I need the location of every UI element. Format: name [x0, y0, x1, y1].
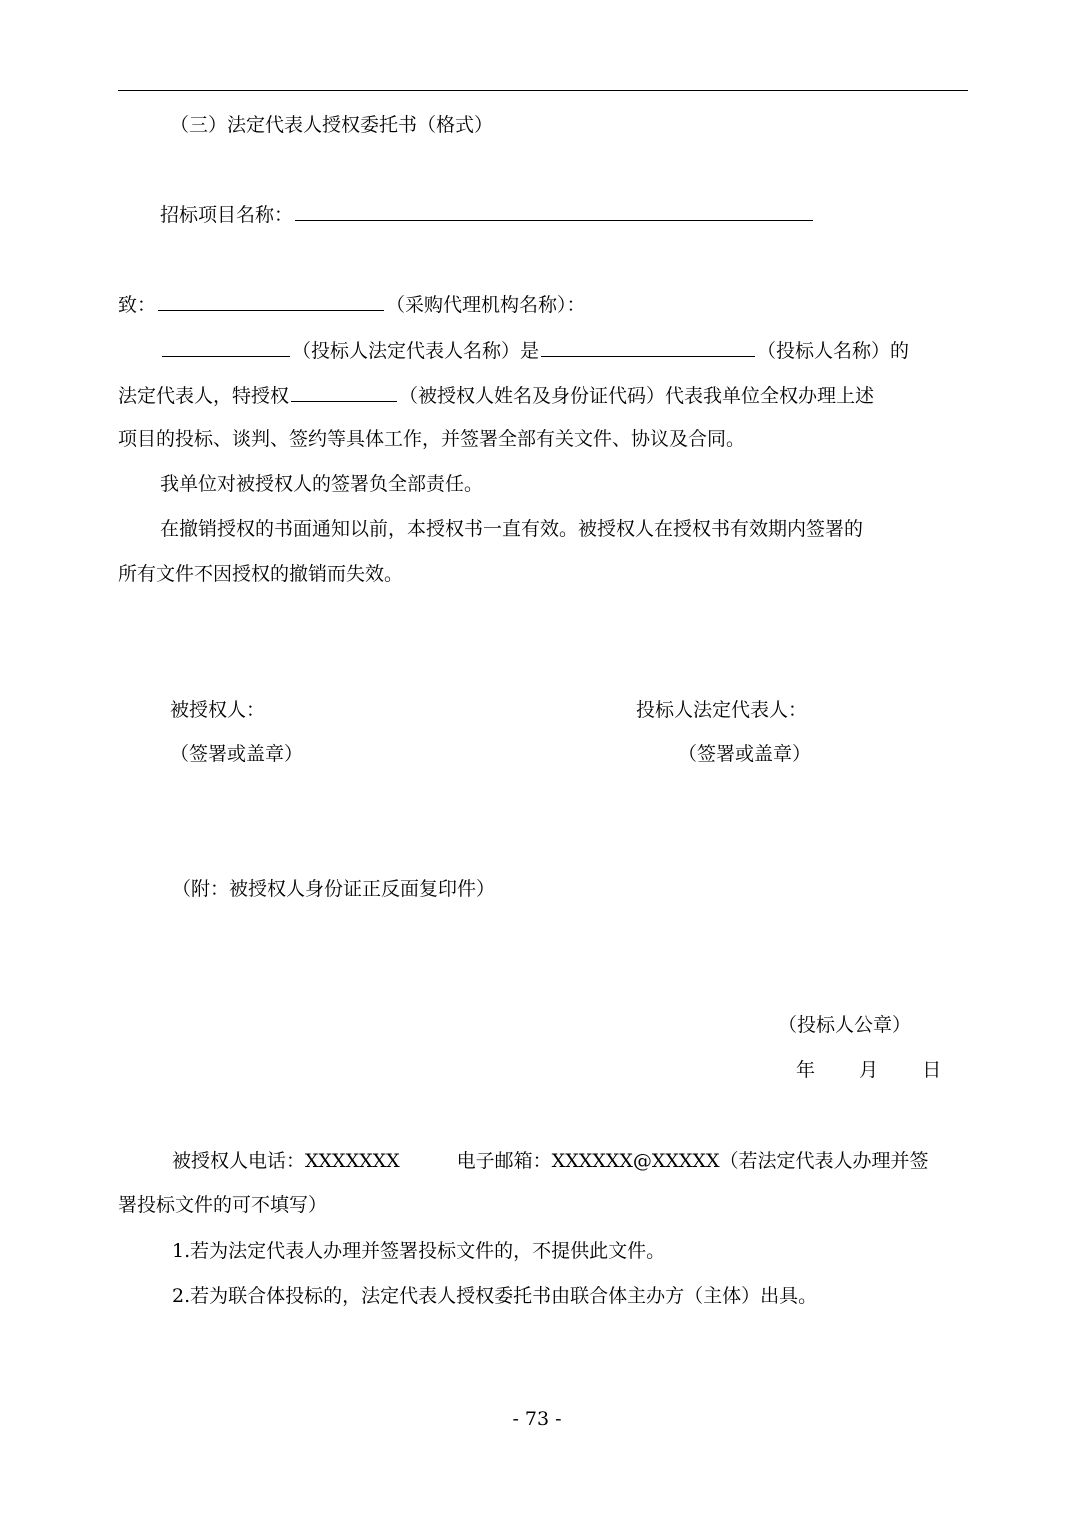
legal-rep-text: （投标人法定代表人名称）是	[292, 340, 540, 362]
project-name-line	[160, 200, 815, 228]
authorized-person-sign-note: （签署或盖章）	[170, 743, 304, 765]
date-year: 年	[796, 1059, 816, 1081]
legal-rep-name-blank[interactable]	[162, 336, 290, 357]
attachment-note: （附：被授权人身份证正反面复印件）	[172, 878, 496, 900]
authorization-line-1	[160, 336, 909, 364]
bidder-seal: （投标人公章）	[778, 1014, 912, 1036]
recipient-suffix: （采购代理机构名称）：	[386, 294, 586, 316]
agency-name-blank[interactable]	[158, 290, 384, 311]
header-rule	[118, 90, 968, 91]
bidder-name-blank[interactable]	[541, 336, 755, 357]
recipient-label: 致：	[118, 294, 157, 316]
authorized-person-blank[interactable]	[291, 381, 397, 402]
authorized-person-label: 被授权人：	[170, 699, 266, 721]
document-heading: （三）法定代表人授权委托书（格式）	[170, 114, 494, 136]
contact-line-2: 署投标文件的可不填写）	[118, 1194, 328, 1216]
validity-line-1: 在撤销授权的书面通知以前，本授权书一直有效。被授权人在授权书有效期内签署的	[160, 518, 864, 540]
validity-line-2: 所有文件不因授权的撤销而失效。	[118, 563, 404, 585]
date-month: 月	[859, 1059, 879, 1081]
authorization-text-a: 法定代表人，特授权	[118, 385, 290, 407]
date-day: 日	[922, 1059, 942, 1081]
date-line	[796, 1057, 941, 1083]
authorization-text-b: （被授权人姓名及身份证代码）代表我单位全权办理上述	[399, 385, 875, 407]
responsibility-paragraph: 我单位对被授权人的签署负全部责任。	[160, 473, 484, 495]
note-item: 2.若为联合体投标的，法定代表人授权委托书由联合体主办方（主体）出具。	[172, 1285, 818, 1307]
legal-rep-sign-note: （签署或盖章）	[678, 743, 812, 765]
authorization-line-2	[118, 381, 874, 409]
page-number: - 73 -	[512, 1408, 562, 1430]
project-name-blank[interactable]	[295, 200, 813, 221]
contact-line-1: 被授权人电话：XXXXXXX 电子邮箱：XXXXXX@XXXXX（若法定代表人办理并签	[172, 1150, 929, 1172]
bidder-name-text: （投标人名称）的	[757, 340, 910, 362]
recipient-line	[118, 290, 586, 318]
legal-rep-label: 投标人法定代表人：	[636, 699, 808, 721]
note-item: 1.若为法定代表人办理并签署投标文件的，不提供此文件。	[172, 1240, 666, 1262]
authorization-line-3: 项目的投标、谈判、签约等具体工作，并签署全部有关文件、协议及合同。	[118, 428, 746, 450]
project-name-label: 招标项目名称：	[160, 204, 294, 226]
